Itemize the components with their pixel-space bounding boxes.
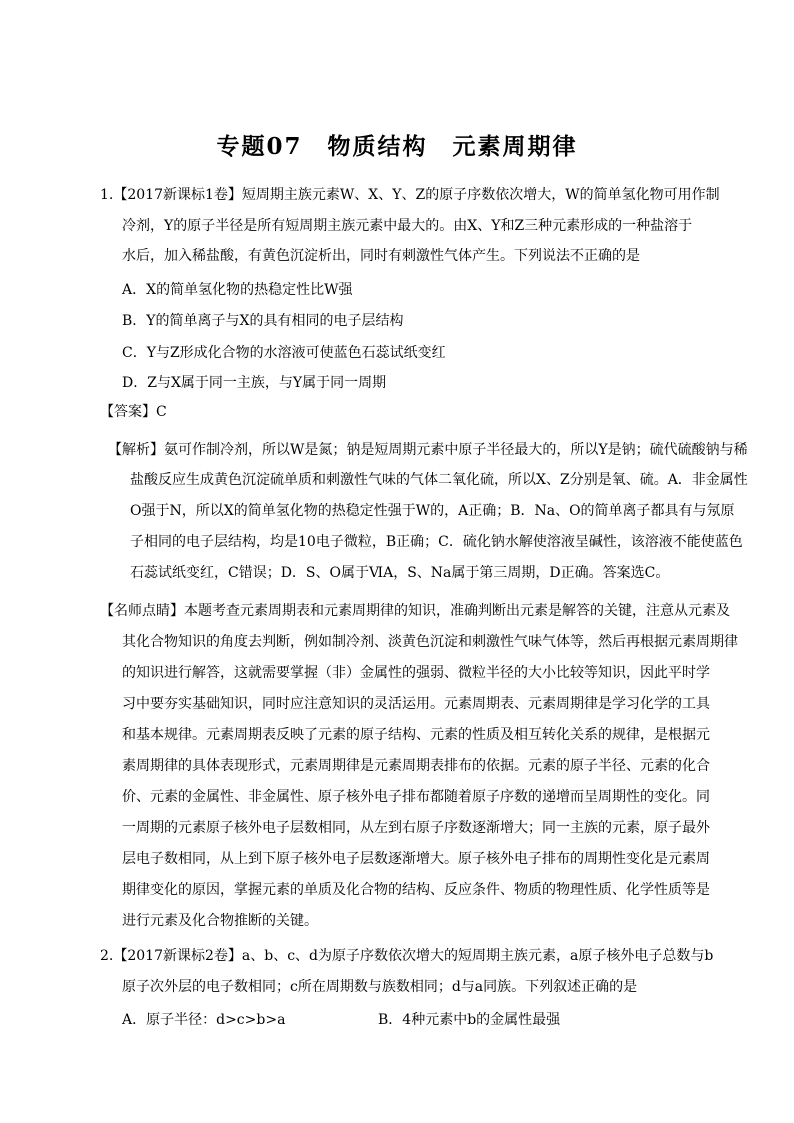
q1-tips-line-3: 的知识进行解答，这就需要掌握（非）金属性的强弱、微粒半径的大小比较等知识，因此平时学 xyxy=(122,665,710,681)
page-title: 专题07 物质结构 元素周期律 xyxy=(216,133,578,160)
q1-tips-line-7: 价、元素的金属性、非金属性、原子核外电子排布都随着原子序数的递增而呈周期性的变化。同 xyxy=(122,789,710,805)
q1-tips-line-4: 习中要夯实基础知识，同时应注意知识的灵活运用。元素周期表、元素周期律是学习化学的工具 xyxy=(122,696,710,712)
q1-stem-line-2: 冷剂，Y的原子半径是所有短周期主族元素中最大的。由X、Y和Z三种元素形成的一种盐溶于 xyxy=(122,218,693,234)
q1-analysis-line-3: O强于N，所以X的简单氢化物的热稳定性强于W的，A正确；B．Na、O的简单离子都具有与氖原 xyxy=(130,503,735,519)
q1-tips-line-10: 期律变化的原因，掌握元素的单质及化合物的结构、反应条件、物质的物理性质、化学性质等是 xyxy=(122,882,710,898)
q1-tips-line-8: 一周期的元素原子核外电子层数相同，从左到右原子序数逐渐增大；同一主族的元素，原子最外 xyxy=(122,820,710,836)
q2-stem-line-2: 原子次外层的电子数相同；c所在周期数与族数相同；d与a同族。下列叙述正确的是 xyxy=(122,979,638,995)
q2-stem-line-1: 2.【2017新课标2卷】a、b、c、d为原子序数依次增大的短周期主族元素，a原子核外电子总数与b xyxy=(100,948,714,964)
q1-stem-line-3: 水后，加入稀盐酸，有黄色沉淀析出，同时有刺激性气体产生。下列说法不正确的是 xyxy=(122,248,640,264)
q1-option-c: C．Y与Z形成化合物的水溶液可使蓝色石蕊试纸变红 xyxy=(122,345,446,361)
q1-option-b: B．Y的简单离子与X的具有相同的电子层结构 xyxy=(122,313,404,329)
q1-tips-line-6: 素周期律的具体表现形式，元素周期律是元素周期表排布的依据。元素的原子半径、元素的化合 xyxy=(122,758,710,774)
q1-tips-line-11: 进行元素及化合物推断的关键。 xyxy=(122,913,318,929)
q1-analysis-line-4: 子相同的电子层结构，均是10电子微粒，B正确；C．硫化钠水解使溶液呈碱性，该溶液不能使蓝色 xyxy=(130,534,743,550)
q1-option-d: D．Z与X属于同一主族，与Y属于同一周期 xyxy=(122,375,387,391)
q1-option-a: A．X的简单氢化物的热稳定性比W强 xyxy=(122,282,353,298)
q2-option-b: B．4种元素中b的金属性最强 xyxy=(378,1012,561,1028)
q1-stem-line-1: 1.【2017新课标1卷】短周期主族元素W、X、Y、Z的原子序数依次增大，W的简单氢化物可用作制 xyxy=(100,187,720,203)
q1-tips-line-5: 和基本规律。元素周期表反映了元素的原子结构、元素的性质及相互转化关系的规律，是根据元 xyxy=(122,727,710,743)
q1-tips-line-1: 【名师点睛】本题考查元素周期表和元素周期律的知识，准确判断出元素是解答的关键，注意从元素及 xyxy=(100,603,730,619)
q1-analysis-line-2: 盐酸反应生成黄色沉淀硫单质和刺激性气味的气体二氧化硫，所以X、Z分别是氧、硫。A．非金属性 xyxy=(130,472,748,488)
q1-answer: 【答案】C xyxy=(100,404,167,420)
q1-analysis-line-1: 【解析】氨可作制冷剂，所以W是氮；钠是短周期元素中原子半径最大的，所以Y是钠；硫代硫酸钠与稀 xyxy=(108,442,748,458)
q1-analysis-line-5: 石蕊试纸变红，C错误；D．S、O属于ⅥA，S、Na属于第三周期，D正确。答案选C。 xyxy=(130,565,670,581)
q1-tips-line-2: 其化合物知识的角度去判断，例如制冷剂、淡黄色沉淀和刺激性气味气体等，然后再根据元素周期律 xyxy=(122,634,738,650)
q1-tips-line-9: 层电子数相同，从上到下原子核外电子层数逐渐增大。原子核外电子排布的周期性变化是元素周 xyxy=(122,851,710,867)
q2-option-a: A．原子半径：d>c>b>a xyxy=(122,1012,286,1028)
